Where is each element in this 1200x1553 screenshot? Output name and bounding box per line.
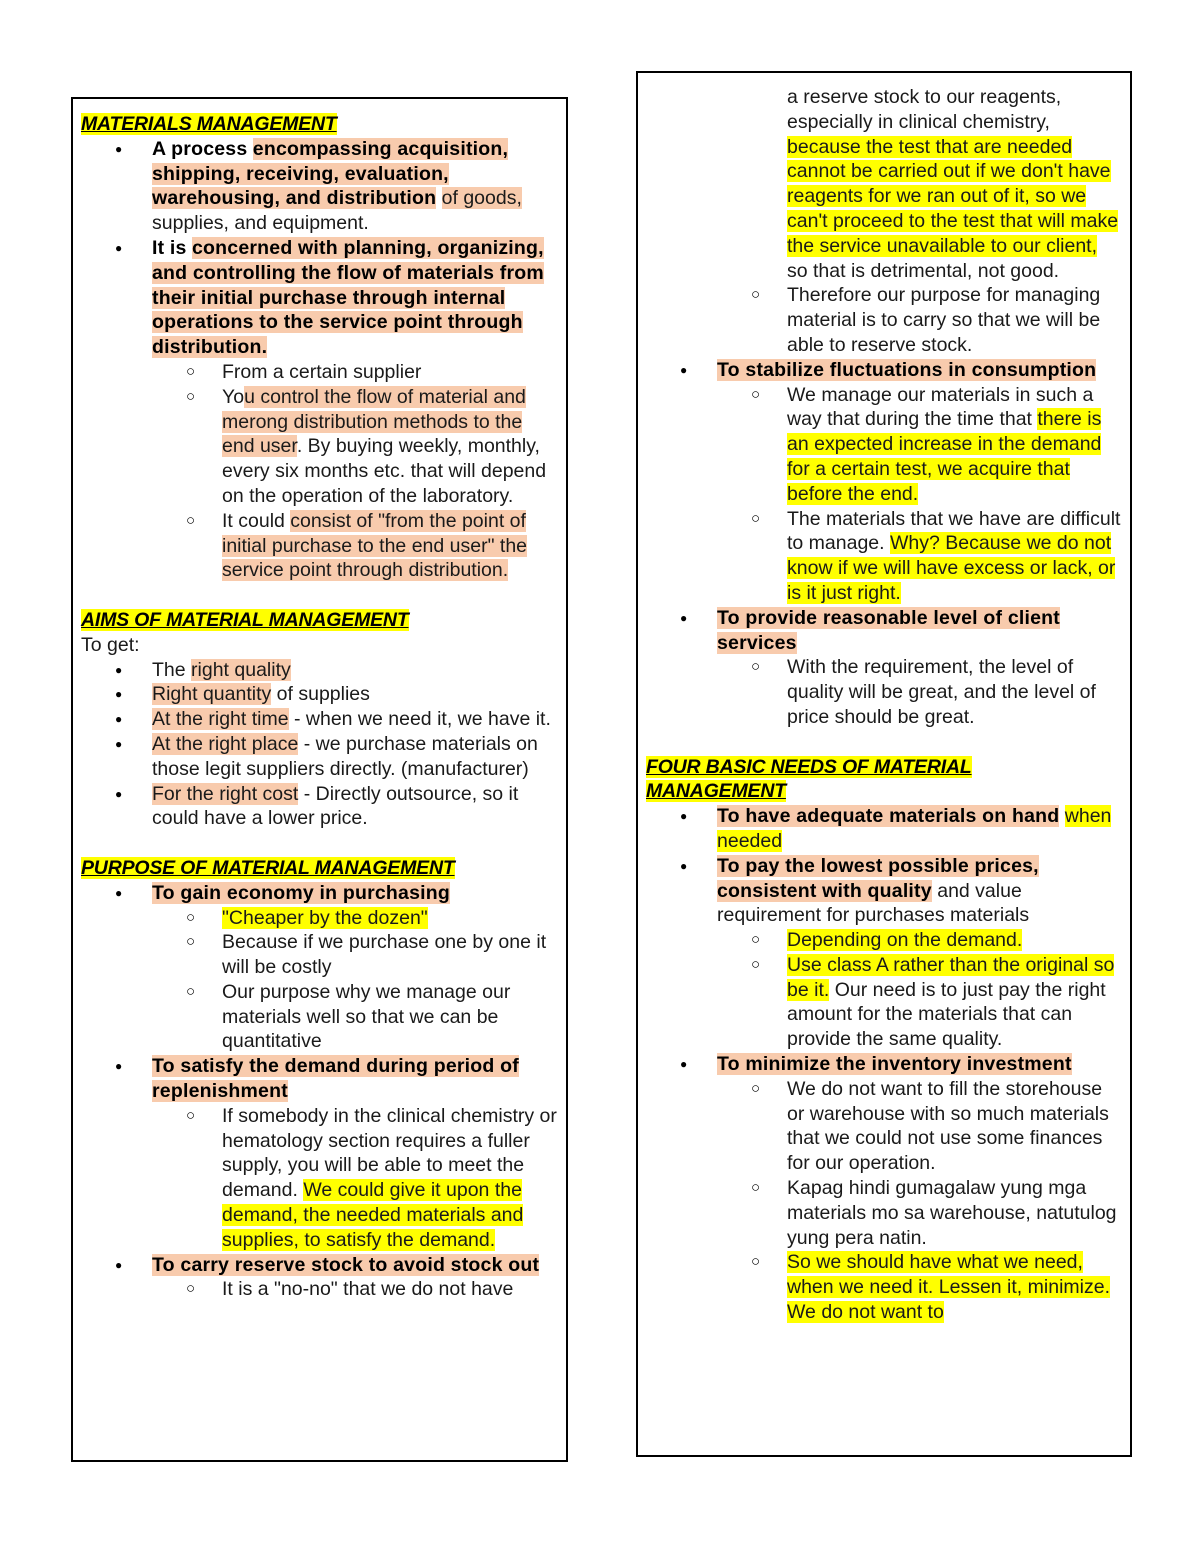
list-item: ○ Use class A rather than the original so be it. Our need is to just pay the right amount for the materials that can provide the same quality. [646,953,1122,1052]
purpose-list [81,881,558,1303]
continued-text: a reserve stock to our reagents, especially in clinical chemistry, because the test that are needed cannot be carried out if we don't have reagents for we ran out of it, so we can't proceed to the test that will make the service unavailable to our client, so that is detrimental, not good. [787,86,1119,282]
list-item: ○ It is a "no-no" that we do not have [81,1277,558,1302]
list-item: ● To gain economy in purchasing ○ "Cheaper by the dozen" ○ Because if we purchase one by one it will be costly ○ Our purpose why we manage our materials well so that we can be quantitative [81,881,558,1055]
aims-list [81,658,558,832]
list-item: ○ "Cheaper by the dozen" [81,906,558,931]
list-item: ● A process encompassing acquisition, shipping, receiving, evaluation, warehousing, and distribution of goods, supplies, and equipment. [81,137,558,236]
list-item: ● To have adequate materials on hand when needed [646,804,1122,854]
list-item: ○ Therefore our purpose for managing material is to carry so that we will be able to reserve stock. [646,283,1122,357]
aims-intro: To get: [81,633,140,656]
list-item: ○ Our purpose why we manage our materials well so that we can be quantitative [81,980,558,1054]
sub-list [81,1277,558,1302]
list-item: ● It is concerned with planning, organizing, and controlling the flow of materials from their initial purchase through internal operations to the service point through distribution. ○ From a certain supplier ○ You control the flow of material and merong distribution methods to the end user. By buying weekly, monthly, every six months etc. that will depend on the operation of the laboratory. ○ It could consist of "from the point of initial purchase to the end user" the service point through distribution. [81,236,558,583]
list-item: ○ We do not want to fill the storehouse or warehouse with so much materials that we could not use some finances for our operation. [646,1077,1122,1176]
list-item: ○ Kapag hindi gumagalaw yung mga materials mo sa warehouse, natutulog yung pera natin. [646,1176,1122,1250]
list-item: ○ So we should have what we need, when we need it. Lessen it, minimize. We do not want to [646,1250,1122,1324]
list-item: ● To minimize the inventory investment ○ We do not want to fill the storehouse or warehouse with so much materials that we could not use some finances for our operation. ○ Kapag hindi gumagalaw yung mga materials mo sa warehouse, natutulog yung pera natin. ○ So we should have what we need, when we need it. Lessen it, minimize. We do not want to [646,1052,1122,1325]
list-item: ● To stabilize fluctuations in consumption ○ We manage our materials in such a way that during the time that there is an expected increase in the demand for a certain test, we acquire that before the end. ○ The materials that we have are difficult to manage. Why? Because we do not know if we will have excess or lack, or is it just right. [646,358,1122,606]
sub-list [81,906,558,1055]
section-heading-purpose: PURPOSE OF MATERIAL MANAGEMENT [81,856,455,879]
section-heading-four-basic-needs: FOUR BASIC NEEDS OF MATERIAL MANAGEMENT [646,755,972,803]
list-item: ● For the right cost - Directly outsource, so it could have a lower price. [81,782,558,832]
sub-list [646,283,1122,357]
section-heading-materials-management: MATERIALS MANAGEMENT [81,113,337,135]
list-item: ● To satisfy the demand during period of replenishment ○ If somebody in the clinical chemistry or hematology section requires a fuller supply, you will be able to meet the demand. We could give it upon the demand, the needed materials and supplies, to satisfy the demand. [81,1054,558,1252]
list-item: ● At the right time - when we need it, we have it. [81,707,558,732]
list-item: ● To carry reserve stock to avoid stock out ○ It is a "no-no" that we do not have [81,1253,558,1303]
list-item: ○ We manage our materials in such a way that during the time that there is an expected increase in the demand for a certain test, we acquire that before the end. [646,383,1122,507]
list-item: ○ From a certain supplier [81,360,558,385]
materials-management-list [81,137,558,583]
list-item: ○ It could consist of "from the point of initial purchase to the end user" the service point through distribution. [81,509,558,583]
list-item: ● At the right place - we purchase materials on those legit suppliers directly. (manufacturer) [81,732,558,782]
sub-list [81,360,558,583]
list-item: ● The right quality [81,658,558,683]
sub-list [81,1104,558,1253]
sub-list [646,928,1122,1052]
list-item: ● To pay the lowest possible prices, consistent with quality and value requirement for purchases materials ○ Depending on the demand. ○ Use class A rather than the original so be it. Our need is to just pay the right amount for the materials that can provide the same quality. [646,854,1122,1052]
list-item: ● To provide reasonable level of client services ○ With the requirement, the level of quality will be great, and the level of price should be great. [646,606,1122,730]
sub-list [646,655,1122,729]
section-heading-aims: AIMS OF MATERIAL MANAGEMENT [81,608,409,631]
sub-list [646,383,1122,606]
list-item: ○ You control the flow of material and merong distribution methods to the end user. By buying weekly, monthly, every six months etc. that will depend on the operation of the laboratory. [81,385,558,509]
needs-list [646,804,1122,1325]
purpose-list-continued [646,358,1122,730]
list-item: ○ Depending on the demand. [646,928,1122,953]
left-column [71,97,568,1462]
list-item: ○ Because if we purchase one by one it will be costly [81,930,558,980]
list-item: ○ The materials that we have are difficult to manage. Why? Because we do not know if we will have excess or lack, or is it just right. [646,507,1122,606]
sub-list [646,1077,1122,1325]
right-column [636,71,1132,1457]
list-item: ○ With the requirement, the level of quality will be great, and the level of price should be great. [646,655,1122,729]
list-item: ○ If somebody in the clinical chemistry or hematology section requires a fuller supply, you will be able to meet the demand. We could give it upon the demand, the needed materials and supplies, to satisfy the demand. [81,1104,558,1253]
list-item: ● Right quantity of supplies [81,682,558,707]
